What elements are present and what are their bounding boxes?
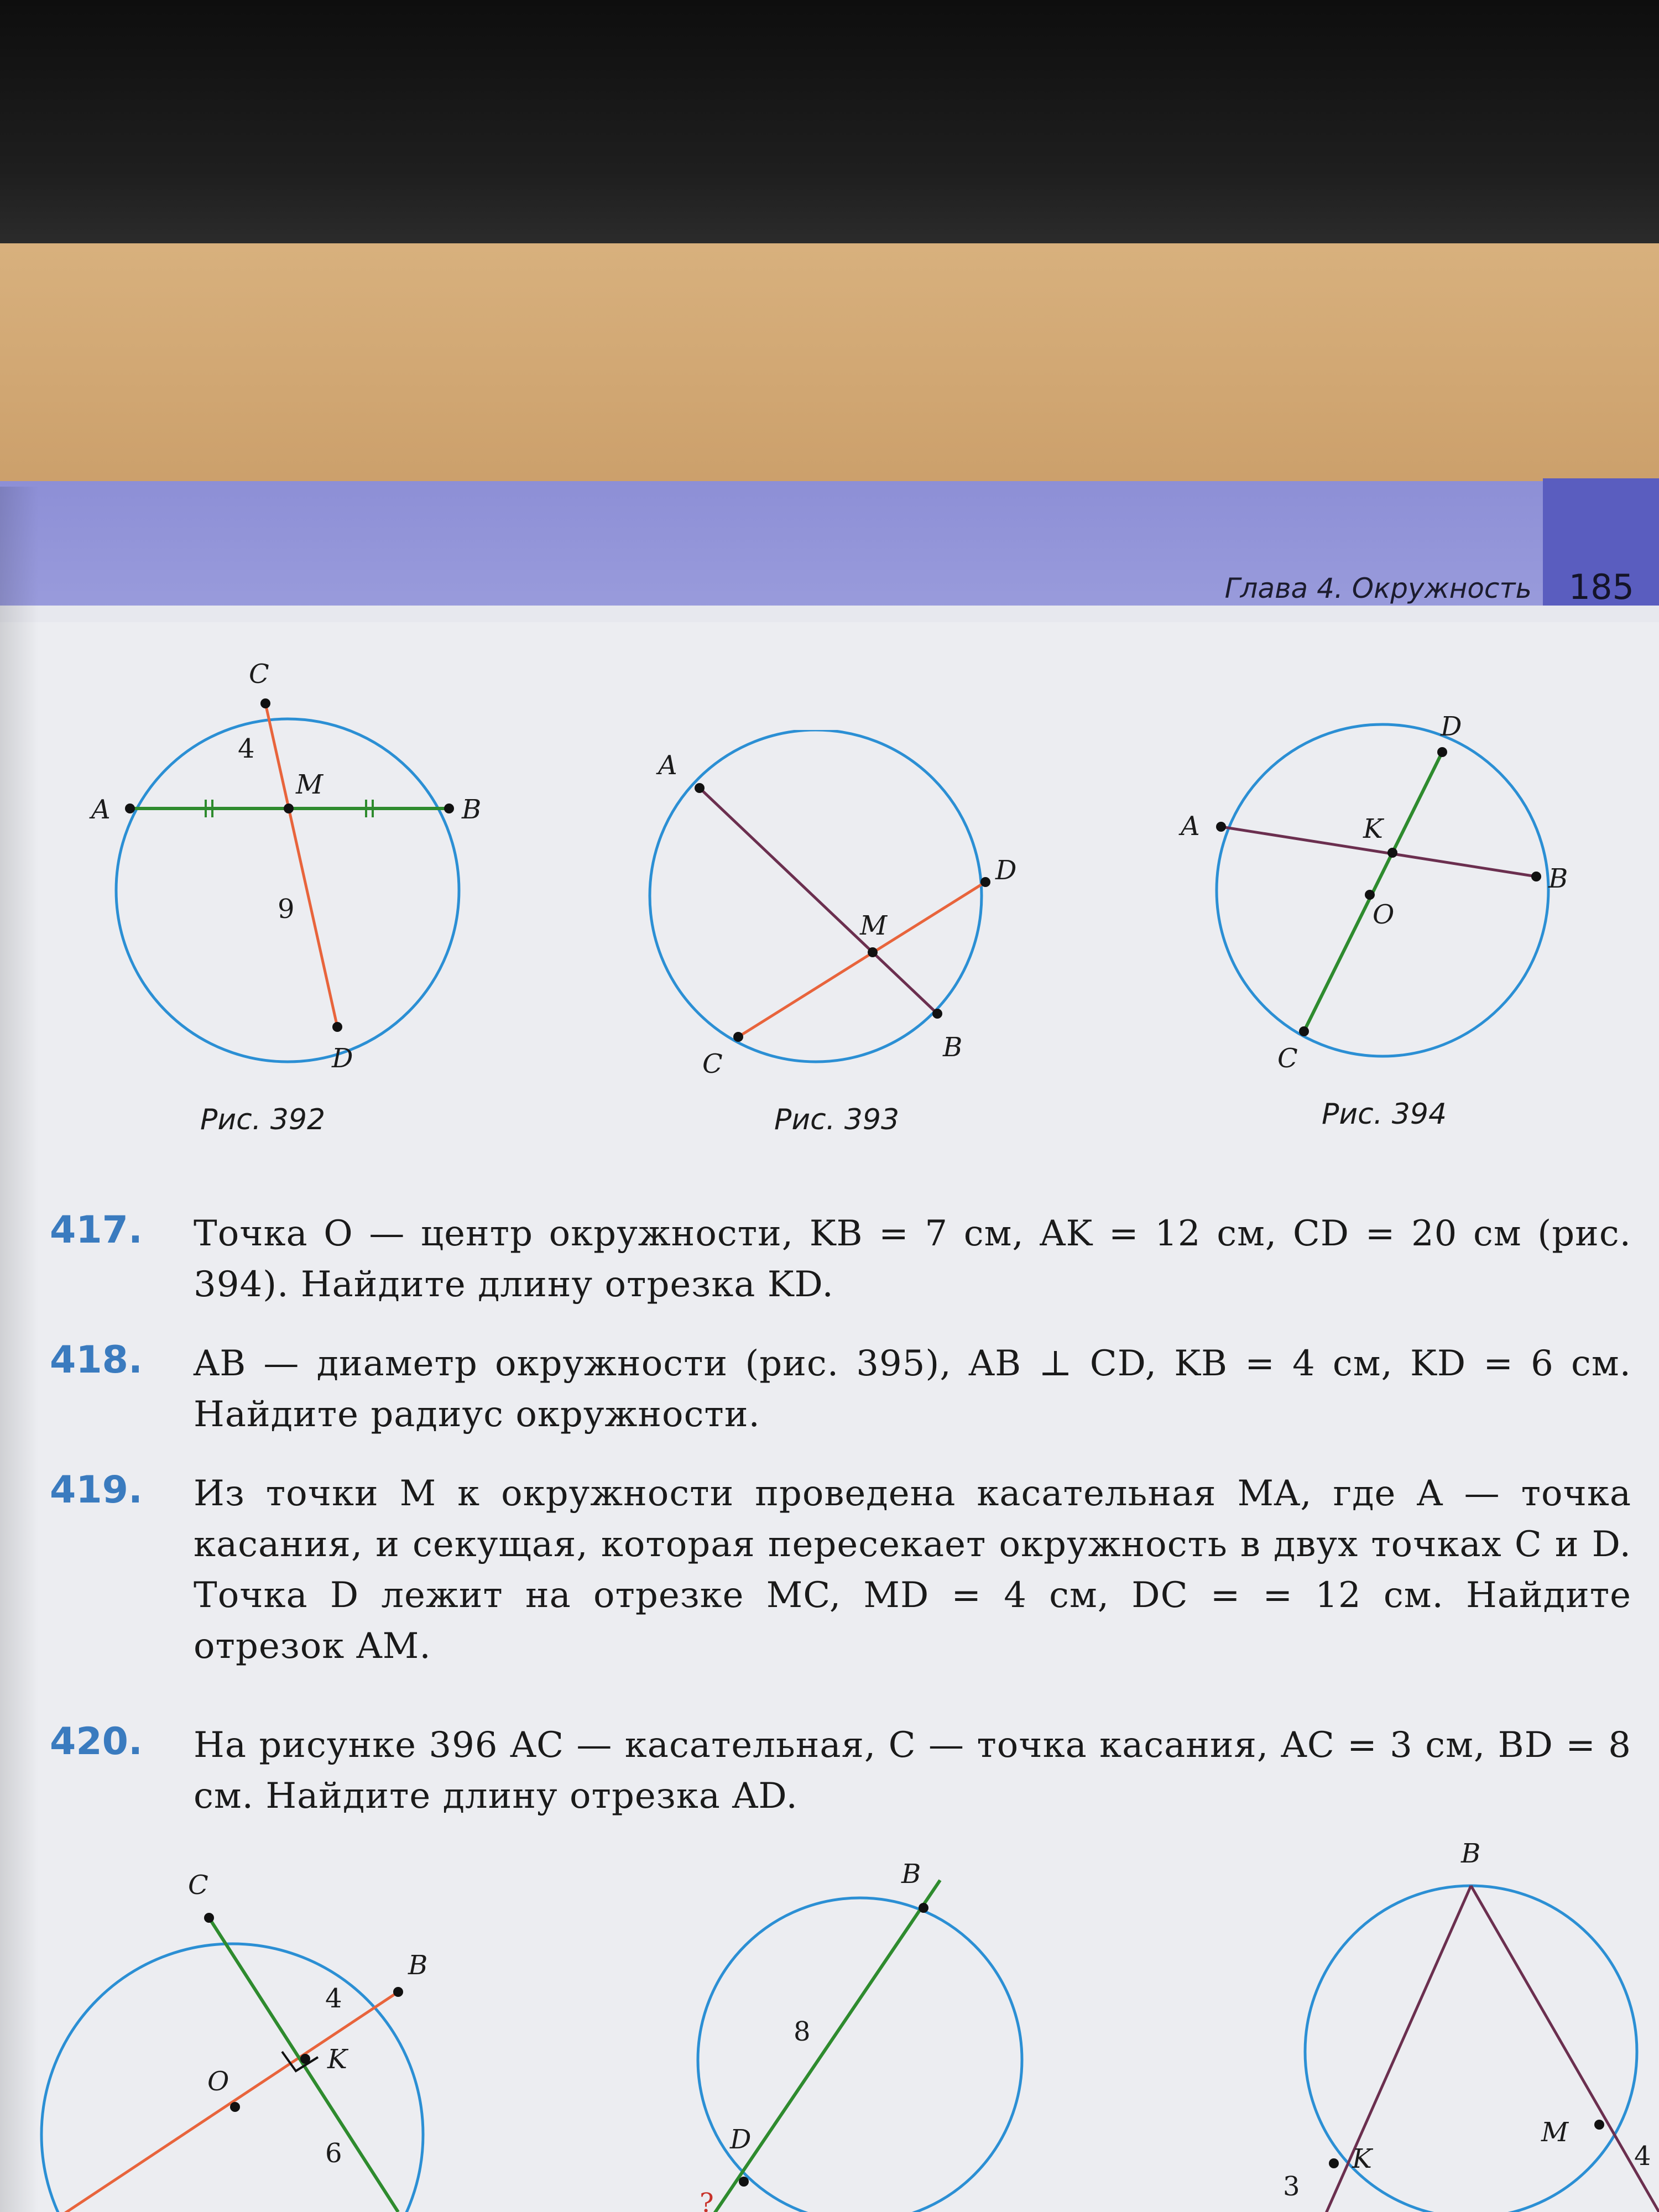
fig392-label-9: 9 (278, 894, 295, 925)
figure-396 (686, 1847, 1045, 2212)
chapter-heading (1225, 572, 1532, 604)
laptop-edge (0, 0, 1659, 243)
task-text: На рисунке 396 AC — касательная, C — точка касания, AC = 3 см, BD = 8 см. Найдите длину отрезка AD. (194, 1725, 1631, 1817)
fig395-point-C: C (188, 1870, 208, 1901)
header-band-edge (0, 606, 1659, 622)
task-number: 418. (50, 1338, 143, 1382)
fig393-point-C: C (702, 1048, 723, 1079)
fig397-label-3: 3 (1283, 2171, 1300, 2202)
task-text: AB — диаметр окружности (рис. 395), AB ⊥ CD, KB = 4 см, KD = 6 см. Найдите радиус окружности. (194, 1343, 1631, 1435)
fig393-point-D: D (995, 855, 1017, 886)
task-text: Из точки M к окружности проведена касательная MA, где A — точка касания, и секущая, которая пересекает окружность в двух точках C и D. Точка D лежит на отрезке MC, MD = 4 см, DC = = 12 см. Найдите отрезок AM. (194, 1473, 1631, 1667)
fig396-label-question: ? (700, 2188, 714, 2212)
page-number: 185 (1568, 567, 1634, 607)
task-number: 420. (50, 1720, 143, 1764)
figure-397 (1272, 1825, 1659, 2212)
fig395-point-O: O (207, 2066, 229, 2097)
task-number: 419. (50, 1468, 143, 1512)
fig394-point-B: B (1548, 863, 1568, 894)
caption-392: Рис. 392 (200, 1103, 326, 1136)
fig397-point-M: M (1541, 2117, 1569, 2148)
fig396-label-8: 8 (794, 2016, 811, 2047)
caption-394: Рис. 394 (1322, 1098, 1447, 1131)
task-text: Точка O — центр окружности, KB = 7 см, AK = 12 см, CD = 20 см (рис. 394). Найдите длину отрезка KD. (194, 1213, 1631, 1305)
fig392-point-A: A (91, 794, 111, 825)
fig394-point-O: O (1373, 899, 1395, 930)
fig397-point-B: B (1461, 1838, 1481, 1869)
fig394-point-K: K (1363, 813, 1383, 844)
fig397-point-K: K (1352, 2143, 1372, 2174)
figure-393 (636, 730, 1023, 1095)
fig392-point-M: M (296, 769, 324, 800)
fig393-point-M: M (860, 910, 888, 941)
fig394-point-C: C (1277, 1043, 1298, 1074)
fig396-point-B: B (901, 1859, 921, 1890)
chapter-label: Глава 4. (1224, 572, 1343, 604)
fig395-label-6: 6 (325, 2138, 342, 2169)
figure-392 (83, 653, 514, 1095)
fig395-point-K: K (327, 2044, 347, 2075)
task-number: 417. (50, 1208, 143, 1252)
fig392-point-D: D (332, 1043, 353, 1074)
fig394-point-D: D (1441, 711, 1462, 742)
fig393-point-A: A (658, 750, 677, 781)
figure-395 (0, 1847, 498, 2212)
caption-393: Рис. 393 (774, 1103, 900, 1136)
figure-394 (1178, 708, 1598, 1084)
fig397-label-4: 4 (1634, 2141, 1651, 2172)
chapter-title: Окружность (1352, 572, 1532, 604)
fig396-point-D: D (730, 2124, 752, 2155)
fig393-point-B: B (943, 1032, 963, 1063)
fig395-label-4: 4 (325, 1983, 342, 2014)
fig392-point-B: B (462, 794, 482, 825)
fig392-point-C: C (249, 659, 269, 690)
fig392-label-4: 4 (238, 733, 255, 764)
fig394-point-A: A (1181, 811, 1200, 842)
fig395-point-B: B (408, 1950, 428, 1981)
